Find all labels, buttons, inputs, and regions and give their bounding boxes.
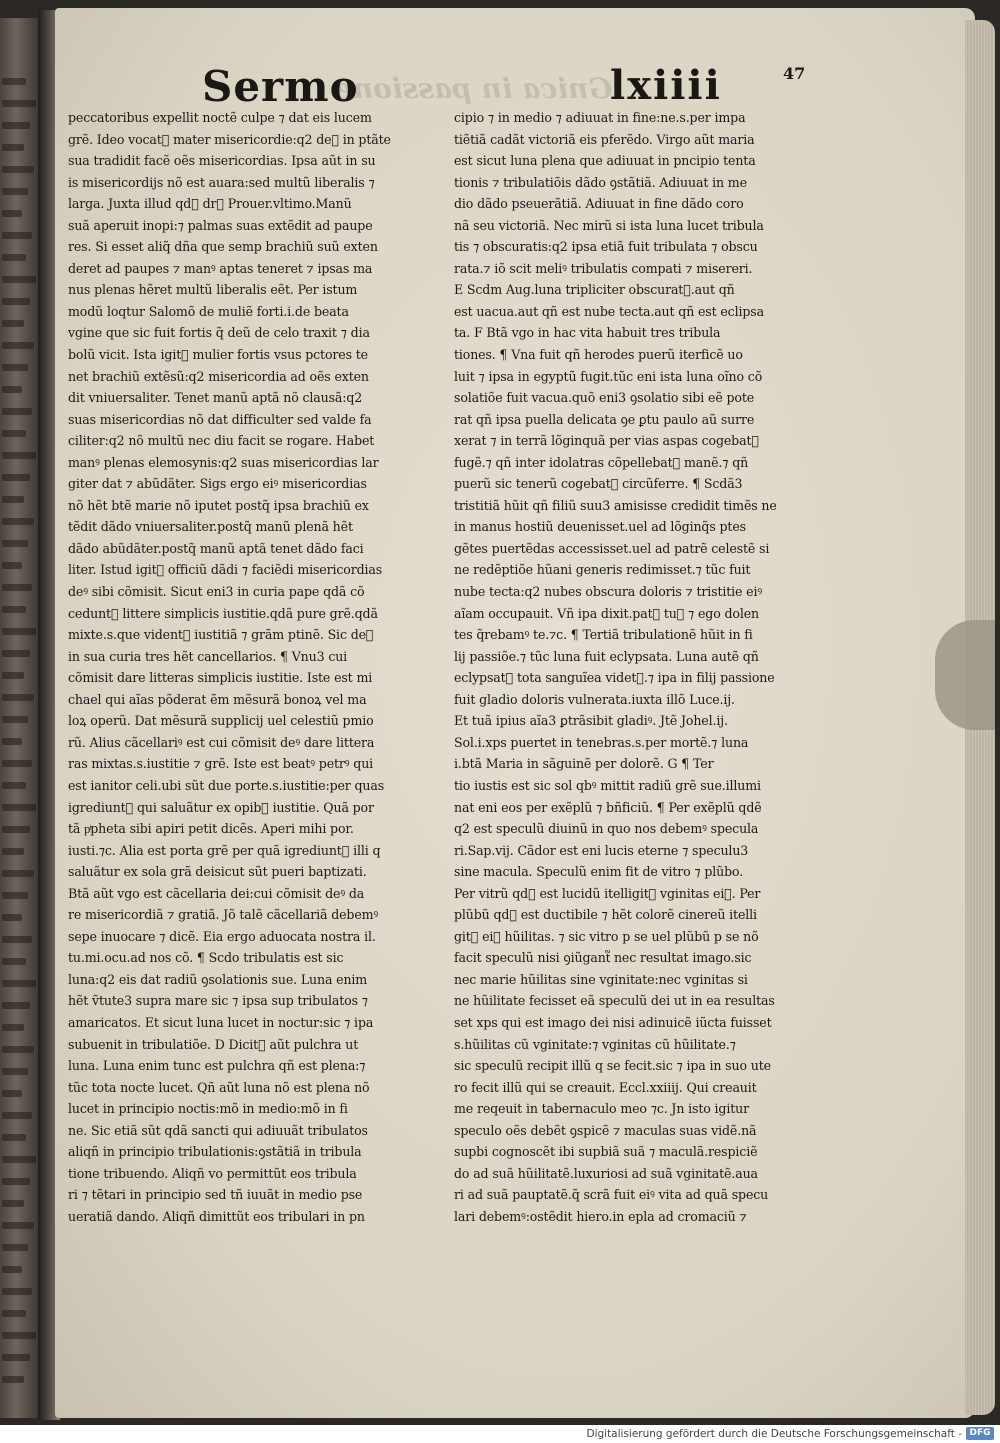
facing-page-ghost-line <box>2 1266 22 1273</box>
text-line: tis ⁊ obscuratis:q2 ipsa etiã fuit tribulata ⁊ obscu <box>454 239 758 255</box>
header-left-title: Sermo <box>202 62 359 111</box>
text-line: nã seu victoriã. Nec mirũ si ista luna lucet tribula <box>454 217 764 233</box>
text-line: E Scdm Aug.luna tripliciter obscurat᷑.aut qñ <box>454 282 735 298</box>
text-line: est uacua.aut qñ est nube tecta.aut qñ est eclipsa <box>454 303 764 319</box>
facing-page-ghost-line <box>2 1112 32 1119</box>
facing-page-ghost-line <box>2 1068 28 1075</box>
facing-page-ghost-line <box>2 848 24 855</box>
text-line: tiones. ¶ Vna fuit qñ herodes puerũ iterficẽ uo <box>454 347 743 363</box>
header-folio-roman: lxiiii <box>610 62 722 109</box>
facing-page-ghost-line <box>2 1156 36 1163</box>
text-line: subuenit in tribulatiõe. D Dicit᷑ aũt pulchra ut <box>68 1036 359 1052</box>
facing-page-ghost-line <box>2 342 34 349</box>
facing-page-ghost-line <box>2 760 32 767</box>
facing-page-ghost-line <box>2 584 32 591</box>
text-line: aliqñ in principio tribulationis:ꝯstãtiã in tribula <box>68 1144 362 1160</box>
facing-page-ghost-line <box>2 430 26 437</box>
text-line: luna:q2 eis dat radiũ ꝯsolationis sue. Luna enim <box>68 971 368 987</box>
text-line: loꝝ operũ. Dat mẽsurã supplicij uel celestiũ pmio <box>68 713 374 729</box>
text-line: ne. Sic etiã sũt qdã sancti qui adiuuãt tribulatos <box>68 1122 368 1138</box>
facing-page-ghost-line <box>2 408 32 415</box>
text-line: cipio ⁊ in medio ⁊ adiuuat in fine:ne.s.per impa <box>454 110 746 125</box>
text-line: tio iustis est sic sol qbꝰ mittit radiũ grẽ sue.illumi <box>454 777 761 793</box>
facing-page-ghost-line <box>2 518 34 525</box>
text-line: ri.Sap.vij. Cãdor est eni lucis eterne ⁊ speculu3 <box>454 842 749 858</box>
text-line: luna. Luna enim tunc est pulchra qñ est plena:⁊ <box>68 1058 366 1074</box>
text-line: dio dãdo pseuerãtiã. Adiuuat in fine dãdo coro <box>454 196 744 212</box>
facing-page-ghost-line <box>2 650 30 657</box>
facing-page-ghost-line <box>2 782 26 789</box>
text-line: supbi cognoscẽt ibi supbiã suã ⁊ maculã.respiciẽ <box>454 1144 758 1160</box>
facing-page-ghost-line <box>2 122 30 129</box>
text-line: igrediunt᷑ qui saluãtur ex opibꝰ iustitie. Quã por <box>68 799 374 815</box>
facing-page-ghost-line <box>2 870 34 877</box>
text-line: is misericordijs nõ est auara:sed multũ liberalis ⁊ <box>68 174 375 190</box>
text-line: grẽ. Ideo vocat᷑ mater misericordie:q2 deꝰ in ptãte <box>68 131 391 147</box>
facing-page-ghost-line <box>2 1002 30 1009</box>
text-column-right <box>454 107 820 1227</box>
facing-page-ghost-line <box>2 738 22 745</box>
text-line: in manus hostiũ deuenisset.uel ad lõginq̃s ptes <box>454 519 746 535</box>
text-line: peccatoribus expellit noctẽ culpe ⁊ dat eis lucem <box>68 110 372 125</box>
facing-page-ghost-line <box>2 232 32 239</box>
text-line: lucet in principio noctis:mõ in medio:mõ in fi <box>68 1101 348 1117</box>
text-line: fugẽ.⁊ qñ inter idolatras cõpellebat᷑ manẽ.⁊ qñ <box>454 454 749 470</box>
facing-page-ghost-line <box>2 826 30 833</box>
facing-page-ghost-line <box>2 364 28 371</box>
text-line: ne hũilitate fecisset eã speculũ dei ut in ea resultas <box>454 993 775 1009</box>
text-line: tristitiã hũit qñ filiũ suu3 amisisse credidit timẽs ne <box>454 497 777 513</box>
text-line: me reqeuit in tabernaculo meo ⁊c. Jn isto igitur <box>454 1101 749 1117</box>
text-line: res. Si esset aliq̃ dña que semp brachiũ suũ exten <box>68 239 378 255</box>
facing-page-ghost-line <box>2 672 24 679</box>
text-line: deꝰ sibi cõmisit. Sicut eni3 in curia pape qdã cõ <box>68 584 365 600</box>
facing-page-ghost-line <box>2 1222 34 1229</box>
text-line: cõmisit dare litteras simplicis iustitie. Iste est mi <box>68 670 373 686</box>
text-line: rat qñ ipsa puella delicata ꝯe ꝑtu paulo aũ surre <box>454 411 755 427</box>
text-line: vgine que sic fuit fortis q̃ deũ de celo traxit ⁊ dia <box>68 325 370 341</box>
facing-page-ghost-line <box>2 892 28 899</box>
text-line: sua tradidit facẽ oẽs misericordias. Ipsa aũt in su <box>68 153 376 169</box>
facing-page-ghost-line <box>2 562 22 569</box>
facing-page-ghost-line <box>2 936 32 943</box>
text-line: q2 est speculũ diuinũ in quo nos debemꝰ specula <box>454 821 759 837</box>
text-line: ciliter:q2 nõ multũ nec diu facit se rogare. Habet <box>68 433 375 449</box>
text-line: xerat ⁊ in terrã lõginquã per vias aspas cogebat᷑ <box>454 433 759 449</box>
facing-page-ghost-line <box>2 144 24 151</box>
facing-page-ghost-line <box>2 1200 24 1207</box>
facing-page-ghost-line <box>2 276 36 283</box>
text-line: in sua curia tres hẽt cancellarios. ¶ Vnu3 cui <box>68 648 348 664</box>
text-line: ta. F Btã vgo in hac vita habuit tres tribula <box>454 325 721 341</box>
text-line: solatiõe fuit vacua.quõ eni3 ꝯsolatio sibi eẽ pote <box>454 390 755 406</box>
facing-page-ghost-line <box>2 1376 24 1383</box>
digitization-credit: Digitalisierung gefördert durch die Deutsche Forschungsgemeinschaft - <box>586 1428 962 1440</box>
text-line: nat eni eos per exẽplũ ⁊ bñficiũ. ¶ Per exẽplũ qdẽ <box>454 799 762 815</box>
text-line: Btã aũt vgo est cãcellaria dei:cui cõmisit deꝰ da <box>68 885 365 901</box>
text-line: suas misericordias nõ dat difficulter sed valde fa <box>68 411 372 427</box>
bleed-through-text: Gnica in passione <box>335 72 613 105</box>
facing-page-ghost-line <box>2 496 24 503</box>
text-line: mixte.s.que vident᷑ iustitiã ⁊ grãm ptinẽ. Sic deꝰ <box>68 627 374 643</box>
text-line: fuit gladio doloris vulnerata.iuxta illõ Luce.ij. <box>454 691 735 707</box>
text-line: set xps qui est imago dei nisi adinuicẽ iũcta fuisset <box>454 1014 772 1030</box>
facing-page-ghost-line <box>2 606 26 613</box>
text-line: Per vitrũ qd᷑ est lucidũ itelligit᷑ vginitas eiꝰ. Per <box>454 885 761 901</box>
text-line: tes q̃rebamꝰ te.⁊c. ¶ Tertiã tribulationẽ hũit in fi <box>454 627 753 643</box>
text-line: s.hũilitas cũ vginitate:⁊ vginitas cũ hũilitate.⁊ <box>454 1036 736 1052</box>
text-line: tẽdit dãdo vniuersaliter.postq̃ manũ plenã hẽt <box>68 519 353 535</box>
text-line: lij passiõe.⁊ tũc luna fuit eclypsata. Luna autẽ qñ <box>454 648 759 664</box>
facing-page-ghost-line <box>2 188 28 195</box>
page-clip <box>935 620 995 730</box>
text-line: tu.mi.ocu.ad nos cõ. ¶ Scdo tribulatis est sic <box>68 950 344 966</box>
text-line: Sol.i.xps puertet in tenebras.s.per mortẽ.⁊ luna <box>454 734 749 750</box>
text-line: saluãtur ex sola grã deisicut sũt pueri baptizati. <box>68 864 367 880</box>
facing-page-ghost-line <box>2 452 36 459</box>
facing-page-ghost-line <box>2 1288 32 1295</box>
text-line: larga. Juxta illud qd᷑ dr᷑ Prouer.vltimo.Manũ <box>68 196 352 212</box>
text-line: giter dat ⁊ abũdãter. Sigs ergo eiꝰ misericordias <box>68 476 367 492</box>
text-line: est ianitor celi.ubi sũt due porte.s.iustitie:per quas <box>68 777 385 793</box>
text-line: nec marie hũilitas sine vginitate:nec vginitas si <box>454 971 748 987</box>
text-line: ro fecit illũ qui se creauit. Eccl.xxiiij. Qui creauit <box>454 1079 757 1095</box>
text-line: dãdo abũdãter.postq̃ manũ aptã tenet dãdo faci <box>68 540 364 556</box>
text-line: tiẽtiã cadãt victoriã eis pferẽdo. Virgo aũt maria <box>454 131 755 147</box>
dfg-logo: DFG <box>966 1427 994 1440</box>
facing-page-ghost-line <box>2 166 34 173</box>
text-line: tã pͥpheta sibi apiri petit dicẽs. Aperi mihi por. <box>68 821 354 837</box>
facing-page-ghost-line <box>2 804 36 811</box>
text-line: modũ loqtur Salomõ de muliẽ forti.i.de beata <box>68 303 349 319</box>
text-line: plũbũ qd᷑ est ductibile ⁊ hẽt colorẽ cinereũ itelli <box>454 907 757 923</box>
text-line: luit ⁊ ipsa in egyptũ fugit.tũc eni ista luna oĩno cõ <box>454 368 763 384</box>
text-line: amaricatos. Et sicut luna lucet in noctur:sic ⁊ ipa <box>68 1014 374 1030</box>
text-line: liter. Istud igit᷑ officiũ dãdi ⁊ faciẽdi misericordias <box>68 562 383 578</box>
text-line: manꝰ plenas elemosynis:q2 suas misericordias lar <box>68 454 379 470</box>
text-line: chael qui aĩas põderat ẽm mẽsurã bonoꝝ vel ma <box>68 691 367 707</box>
facing-page-ghost-line <box>2 320 24 327</box>
text-line: do ad suã hũilitatẽ.luxuriosi ad suã vginitatẽ.aua <box>454 1165 758 1181</box>
facing-page-ghost-line <box>2 1244 28 1251</box>
text-line: iusti.⁊c. Alia est porta grẽ per quã igrediunt᷑ illi q <box>68 842 381 858</box>
text-line: rũ. Alius cãcellariꝰ est cui cõmisit deꝰ dare littera <box>68 734 375 750</box>
facing-page-ghost-line <box>2 540 28 547</box>
text-line: bolũ vicit. Ista igit᷑ mulier fortis vsus pctores te <box>68 347 368 363</box>
text-line: sepe inuocare ⁊ dicẽ. Eia ergo aduocata nostra il. <box>68 928 376 944</box>
text-line: sine macula. Speculũ enim fit de vitro ⁊ plũbo. <box>454 864 744 880</box>
facing-page-ghost-line <box>2 474 30 481</box>
facing-page-ghost-line <box>2 958 26 965</box>
facing-page-ghost-line <box>2 1134 26 1141</box>
text-line: hẽt ṽtute3 supra mare sic ⁊ ipsa sup tribulatos ⁊ <box>68 993 368 1009</box>
facing-page-ghost-line <box>2 1090 22 1097</box>
facing-page-ghost-line <box>2 1354 30 1361</box>
header-folio-number: 47 <box>783 64 806 83</box>
text-line: ras mixtas.s.iustitie ⁊ grẽ. Iste est beatꝰ petrꝰ qui <box>68 756 374 772</box>
text-line: i.btã Maria in sãguinẽ per dolorẽ. G ¶ Ter <box>454 756 714 772</box>
text-line: ri ⁊ tẽtari in principio sed tñ iuuãt in medio pse <box>68 1187 363 1203</box>
text-line: Et tuã ipius aĩa3 ꝑtrãsibit gladiꝰ. Jtẽ Johel.ij. <box>454 713 728 729</box>
facing-page-ghost-line <box>2 980 36 987</box>
text-line: tionis ⁊ tribulatiõis dãdo ꝯstãtiã. Adiuuat in me <box>454 174 747 190</box>
facing-page-ghost-line <box>2 694 34 701</box>
text-line: net brachiũ extẽsũ:q2 misericordia ad oẽs exten <box>68 368 369 384</box>
facing-page-ghost-line <box>2 298 30 305</box>
text-line: re misericordiã ⁊ gratiã. Jõ talẽ cãcellariã debemꝰ <box>68 907 379 923</box>
facing-page-edge <box>0 18 40 1418</box>
text-line: eclypsat᷑ tota sanguĩea videt᷑.⁊ ipa in filij passione <box>454 670 775 686</box>
text-line: nõ hẽt btẽ marie nõ iputet postq̃ ipsa brachiũ ex <box>68 497 369 513</box>
text-line: suã aperuit inopi:⁊ palmas suas extẽdit ad paupe <box>68 217 373 233</box>
facing-page-ghost-line <box>2 716 28 723</box>
text-line: ri ad suã pauptatẽ.q̃ scrã fuit eiꝰ vita ad quã specu <box>454 1187 769 1203</box>
facing-page-ghost-line <box>2 254 26 261</box>
text-column-left <box>68 107 443 1227</box>
text-line: est sicut luna plena que adiuuat in pncipio tenta <box>454 153 756 169</box>
facing-page-ghost-line <box>2 628 36 635</box>
facing-page-ghost-line <box>2 1178 30 1185</box>
facing-page-ghost-line <box>2 914 22 921</box>
facing-page-ghost-line <box>2 1310 26 1317</box>
text-line: nus plenas hẽret multũ liberalis eẽt. Per istum <box>68 282 358 298</box>
text-line: ne redẽptiõe hũani generis redimisset.⁊ tũc fuit <box>454 562 751 578</box>
facing-page-ghost-line <box>2 386 22 393</box>
text-line: puerũ sic tenerũ cogebat᷑ circũferre. ¶ Scdã3 <box>454 476 743 492</box>
text-line: deret ad paupes ⁊ manꝰ aptas teneret ⁊ ipsas ma <box>68 260 373 276</box>
text-line: nube tecta:q2 nubes obscura doloris ⁊ tristitie eiꝰ <box>454 584 763 600</box>
text-line: dit vniuersaliter. Tenet manũ aptã nõ clausã:q2 <box>68 390 363 406</box>
text-line: tione tribuendo. Aliqñ vo permittũt eos tribula <box>68 1165 357 1181</box>
text-line: gẽtes puertẽdas accessisset.uel ad patrẽ celestẽ si <box>454 540 770 556</box>
text-line: aĩam occupauit. Vñ ipa dixit.pat᷑ tuꝰ ⁊ ego dolen <box>454 605 759 621</box>
text-line: speculo oẽs debẽt ꝯspicẽ ⁊ maculas suas vidẽ.nã <box>454 1122 757 1138</box>
text-line: facit speculũ nisi ꝯiũgant᷑ nec resultat imago.sic <box>454 950 752 966</box>
text-line: git᷑ eiꝰ hũilitas. ⁊ sic vitro p se uel plũbũ p se nõ <box>454 928 759 944</box>
facing-page-ghost-line <box>2 1024 24 1031</box>
facing-page-ghost-line <box>2 1046 34 1053</box>
text-line: cedunt᷑ littere simplicis iustitie.qdã pure grẽ.qdã <box>68 605 378 621</box>
facing-page-ghost-line <box>2 210 22 217</box>
text-line: tũc tota nocte lucet. Qñ aũt luna nõ est plena nõ <box>68 1079 370 1095</box>
text-line: ueratiã dando. Aliqñ dimittũt eos tribulari in pn <box>68 1208 365 1224</box>
text-line: sic speculũ recipit illũ q se fecit.sic ⁊ ipa in suo ute <box>454 1058 771 1074</box>
text-line: rata.⁊ iõ scit meliꝰ tribulatis compati ⁊ misereri. <box>454 260 753 276</box>
text-line: lari debemꝰ:ostẽdit hiero.in epla ad cromaciũ ⁊ <box>454 1208 747 1224</box>
facing-page-ghost-line <box>2 1332 36 1339</box>
